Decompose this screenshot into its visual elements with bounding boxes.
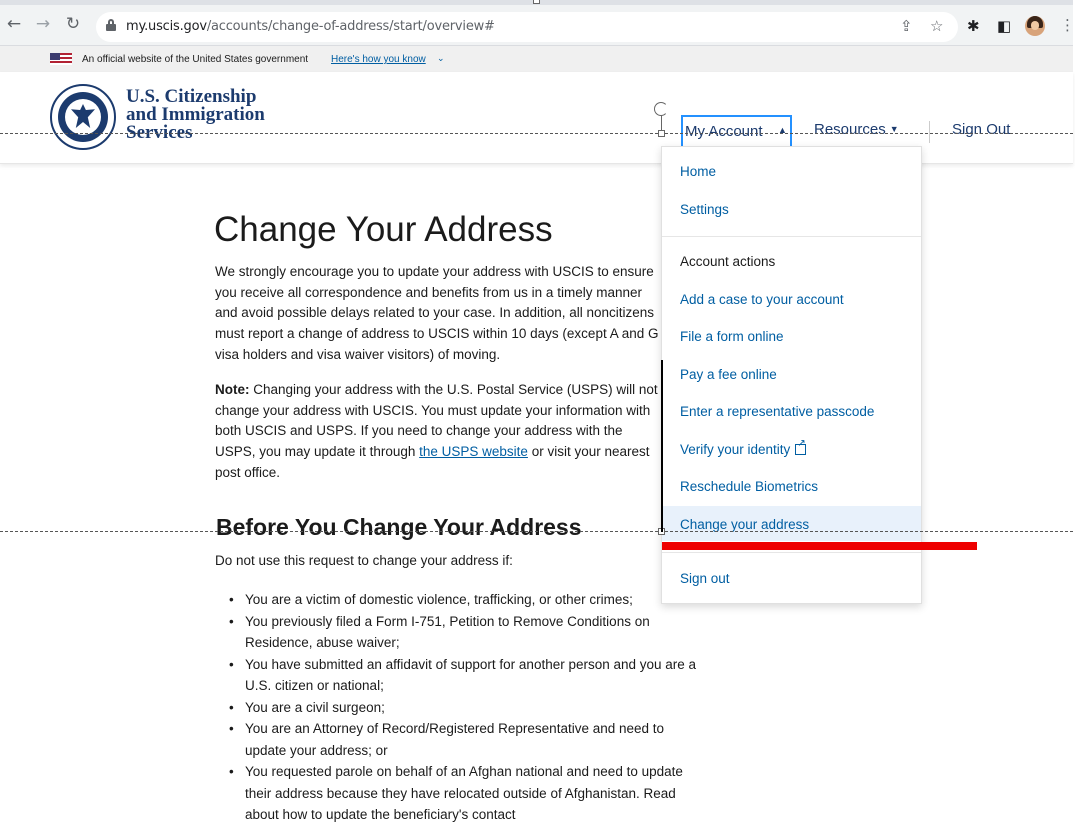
logo-line-1: U.S. Citizenship <box>126 86 257 107</box>
red-annotation-bar <box>662 542 977 550</box>
resize-handle[interactable] <box>658 130 665 137</box>
my-account-menu-button[interactable] <box>681 115 792 147</box>
logo-line-2: and Immigration <box>126 104 265 125</box>
list-item: • You previously filed a Form I-751, Petition to Remove Conditions on Residence, abuse waiver; <box>229 611 699 654</box>
section-intro: Do not use this request to change your address if: <box>215 553 513 568</box>
chevron-down-icon[interactable]: ⌄ <box>437 53 445 63</box>
list-item: • You are an Attorney of Record/Registered Representative and need to update your address; or <box>229 718 699 761</box>
caret-up-icon: ▲ <box>778 125 787 135</box>
gov-banner-text: An official website of the United States government <box>82 54 309 65</box>
list-item: • You requested parole on behalf of an Afghan national and need to update their address because they have relocated outside of Afghanistan. Read about how to update the beneficiary's contact <box>229 761 699 826</box>
section-heading: Before You Change Your Address <box>216 514 582 540</box>
nav-divider <box>929 121 930 143</box>
caret-down-icon: ▼ <box>889 124 899 134</box>
us-flag-icon <box>50 53 72 65</box>
intro-paragraph: We strongly encourage you to update your address with USCIS to ensure you receive all correspondence and benefits from us in a timely manner and avoid possible delays related to your case. In addition, all noncitizens must report a change of address to USCIS within 10 days (except A and G visa holders and visa waiver visitors) of moving. <box>215 264 659 362</box>
selection-edge-line <box>661 360 663 532</box>
address-bar[interactable] <box>96 12 958 42</box>
gov-banner <box>0 46 1073 72</box>
menu-item-verify-identity[interactable] <box>680 442 806 457</box>
note-text-1: Changing your address with the U.S. Postal Service (USPS) will not change your address with USCIS. You must update your information with both USCIS and USPS. If you need to change your address with the USPS, you may update it through <box>215 382 658 460</box>
menu-item-home[interactable]: Home <box>680 164 717 179</box>
note-label: Note: <box>215 382 250 397</box>
lock-icon[interactable] <box>106 19 116 31</box>
side-panel-icon[interactable]: ◧ <box>997 17 1012 35</box>
my-account-dropdown <box>661 146 922 604</box>
browser-toolbar <box>0 0 1073 46</box>
external-link-icon <box>795 444 806 455</box>
menu-item-pay-fee[interactable]: Pay a fee online <box>680 367 777 382</box>
menu-divider <box>662 236 921 237</box>
how-you-know-link[interactable]: Here's how you know <box>331 54 426 65</box>
menu-item-file-form[interactable]: File a form online <box>680 329 784 344</box>
menu-item-add-case[interactable]: Add a case to your account <box>680 292 844 307</box>
note-text-2: or visit your nearest post office. <box>215 444 650 480</box>
exceptions-list <box>229 589 699 826</box>
menu-divider <box>662 552 921 553</box>
menu-item-sign-out[interactable]: Sign out <box>680 571 730 586</box>
extensions-icon[interactable]: ✱ <box>967 17 980 35</box>
menu-item-settings[interactable]: Settings <box>680 202 729 217</box>
star-icon[interactable]: ☆ <box>930 17 944 35</box>
account-actions-heading: Account actions <box>680 254 776 269</box>
url-text: my.uscis.gov/accounts/change-of-address/start/overview# <box>126 19 495 34</box>
back-arrow-icon[interactable]: ← <box>6 14 22 34</box>
resize-handle[interactable] <box>533 0 540 4</box>
reload-icon[interactable]: ↻ <box>65 14 81 34</box>
verify-identity-label: Verify your identity <box>680 442 791 457</box>
dhs-seal-logo[interactable] <box>50 84 116 150</box>
menu-item-change-address[interactable]: Change your address <box>680 517 810 532</box>
rotate-handle-icon[interactable] <box>654 102 668 116</box>
list-item: • You are a civil surgeon; <box>229 697 699 719</box>
list-item: • You have submitted an affidavit of support for another person and you are a U.S. citizen or national; <box>229 654 699 697</box>
note-paragraph <box>215 380 665 484</box>
sign-out-link[interactable]: Sign Out <box>952 121 1011 138</box>
logo-line-3: Services <box>126 122 193 143</box>
selection-guide-bottom <box>0 531 1073 532</box>
profile-avatar[interactable] <box>1025 16 1045 36</box>
share-icon[interactable]: ⇪ <box>900 17 913 35</box>
resources-label: Resources <box>814 121 886 138</box>
list-item: • You are a victim of domestic violence, trafficking, or other crimes; <box>229 589 699 611</box>
forward-arrow-icon[interactable]: → <box>35 14 51 34</box>
menu-kebab-icon[interactable]: ⋮ <box>1060 16 1075 34</box>
page-title: Change Your Address <box>214 210 553 249</box>
usps-website-link[interactable]: the USPS website <box>419 444 528 460</box>
resources-menu-button[interactable] <box>814 121 899 138</box>
menu-item-reschedule-biometrics[interactable]: Reschedule Biometrics <box>680 479 819 494</box>
menu-item-rep-passcode[interactable]: Enter a representative passcode <box>680 404 875 419</box>
my-account-label: My Account <box>685 123 763 140</box>
selection-guide-top <box>0 133 1073 134</box>
